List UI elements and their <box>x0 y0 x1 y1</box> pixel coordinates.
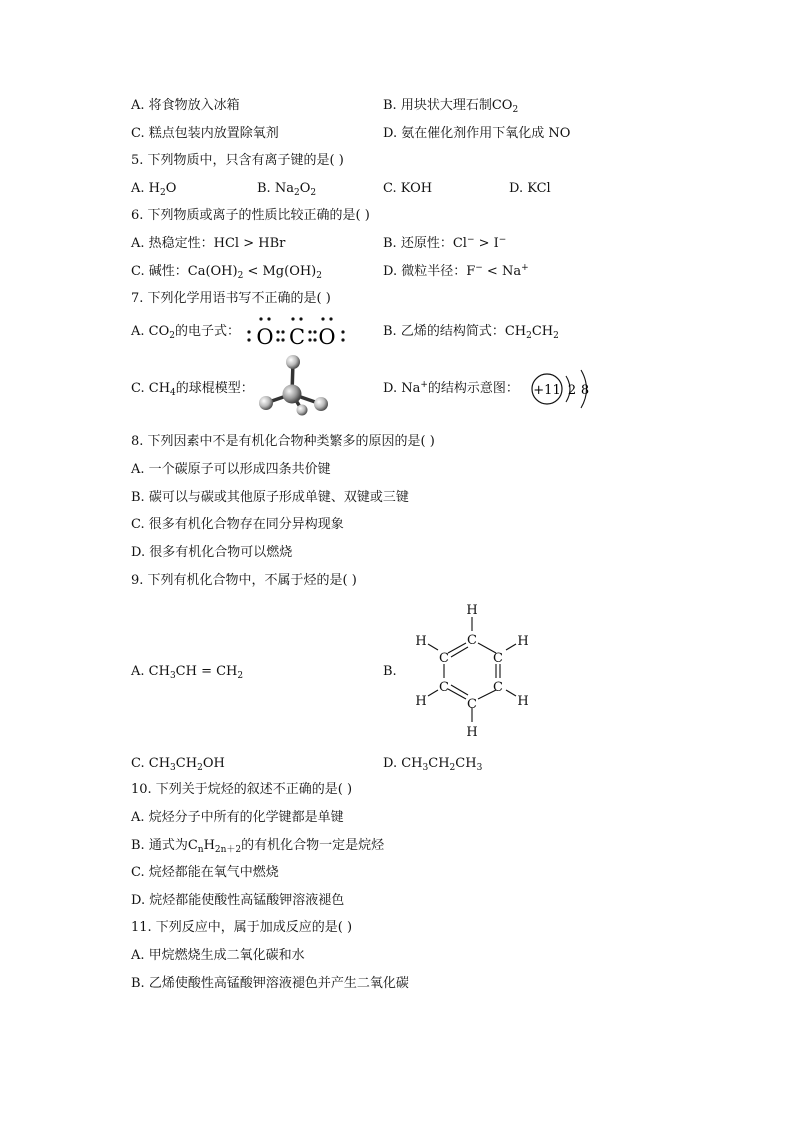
benzene-c-upper-right: C <box>493 651 503 666</box>
q9-option-b: B. <box>383 664 397 679</box>
q4-option-c: C. 糕点包装内放置除氧剂 <box>131 126 279 141</box>
benzene-c-upper-left: C <box>439 651 449 666</box>
benzene-h-bottom: H <box>466 725 478 740</box>
benzene-c-lower-right: C <box>493 680 503 695</box>
q4-option-d: D. 氨在催化剂作用下氧化成 NO <box>383 126 571 141</box>
q6-option-c: C. 碱性：$Ca(OH)_2 < Mg(OH)_2$ <box>131 264 322 281</box>
q9-option-c: C. $CH_3CH_2OH$ <box>131 756 225 773</box>
q11-stem: 11. 下列反应中，属于加成反应的是( ) <box>131 920 353 935</box>
benzene-c-lower-left: C <box>439 680 449 695</box>
q9-option-d: D. $CH_3CH_2CH_3$ <box>383 756 483 773</box>
q8-option-a: A. 一个碳原子可以形成四条共价键 <box>131 462 331 477</box>
co2-atom-o-left: O <box>256 325 274 349</box>
na-ion-structure-diagram <box>526 368 606 412</box>
ch4-h-atom-left <box>259 396 273 410</box>
q10-option-a: A. 烷烃分子中所有的化学键都是单键 <box>131 810 344 825</box>
na-shell-electrons-2: 8 <box>580 383 590 398</box>
q10-option-c: C. 烷烃都能在氧气中燃烧 <box>131 865 279 880</box>
ch4-ball-stick-model <box>254 350 334 416</box>
ch4-c-atom <box>283 385 302 404</box>
q5-option-a: A. $H_2O$ <box>131 181 177 198</box>
benzene-h-lower-left: H <box>415 694 427 709</box>
q7-option-c: C. $CH_4$的球棍模型： <box>131 381 254 398</box>
q5-stem: 5. 下列物质中，只含有离子键的是( ) <box>131 153 344 168</box>
q6-option-a: A. 热稳定性：HCl > HBr <box>131 236 286 251</box>
q6-option-b: B. 还原性：Cl− > I− <box>383 235 507 251</box>
q5-option-c: C. KOH <box>383 181 433 196</box>
q11-option-b: B. 乙烯使酸性高锰酸钾溶液褪色并产生二氧化碳 <box>131 976 409 991</box>
q7-option-a: A. $CO_2$的电子式： <box>131 324 241 341</box>
q7-option-d: D. Na+的结构示意图： <box>383 380 519 396</box>
benzene-c-top: C <box>467 633 477 648</box>
q5-option-b: B. $Na_2O_2$ <box>257 181 317 198</box>
q8-option-c: C. 很多有机化合物存在同分异构现象 <box>131 517 344 532</box>
benzene-h-lower-right: H <box>517 694 529 709</box>
q6-option-d: D. 微粒半径：F− < Na+ <box>383 263 529 279</box>
benzene-h-top: H <box>466 603 478 618</box>
q7-stem: 7. 下列化学用语书写不正确的是( ) <box>131 291 331 306</box>
q8-stem: 8. 下列因素中不是有机化合物种类繁多的原因的是( ) <box>131 434 435 449</box>
co2-atom-o-right: O <box>318 325 336 349</box>
benzene-c-bottom: C <box>467 697 477 712</box>
q11-option-a: A. 甲烷燃烧生成二氧化碳和水 <box>131 948 305 963</box>
benzene-structure <box>408 600 538 740</box>
q10-option-b: B. 通式为$C_nH_{2n+2}$的有机化合物一定是烷烃 <box>131 838 385 855</box>
q9-stem: 9. 下列有机化合物中，不属于烃的是( ) <box>131 573 357 588</box>
q10-stem: 10. 下列关于烷烃的叙述不正确的是( ) <box>131 782 353 797</box>
q5-option-d: D. KCl <box>509 181 551 196</box>
q10-option-d: D. 烷烃都能使酸性高锰酸钾溶液褪色 <box>131 893 345 908</box>
co2-electron-formula <box>246 313 350 349</box>
co2-atom-c: C <box>288 325 306 349</box>
q6-stem: 6. 下列物质或离子的性质比较正确的是( ) <box>131 208 370 223</box>
benzene-h-upper-right: H <box>517 634 529 649</box>
ch4-h-atom-back <box>297 405 308 416</box>
q4-option-b: B. 用块状大理石制$CO_2$ <box>383 98 519 115</box>
na-shell-electrons-1: 2 <box>567 383 577 398</box>
ch4-h-atom-top <box>286 355 300 369</box>
q4-option-a: A. 将食物放入冰箱 <box>131 98 240 113</box>
q9-option-a: A. $CH_3CH = CH_2$ <box>131 664 244 681</box>
benzene-h-upper-left: H <box>415 634 427 649</box>
na-nucleus-charge: +11 <box>533 383 561 398</box>
q8-option-b: B. 碳可以与碳或其他原子形成单键、双键或三键 <box>131 490 409 505</box>
ch4-h-atom-right <box>314 397 328 411</box>
q7-option-b: B. 乙烯的结构简式：$CH_2CH_2$ <box>383 324 559 341</box>
q8-option-d: D. 很多有机化合物可以燃烧 <box>131 545 293 560</box>
